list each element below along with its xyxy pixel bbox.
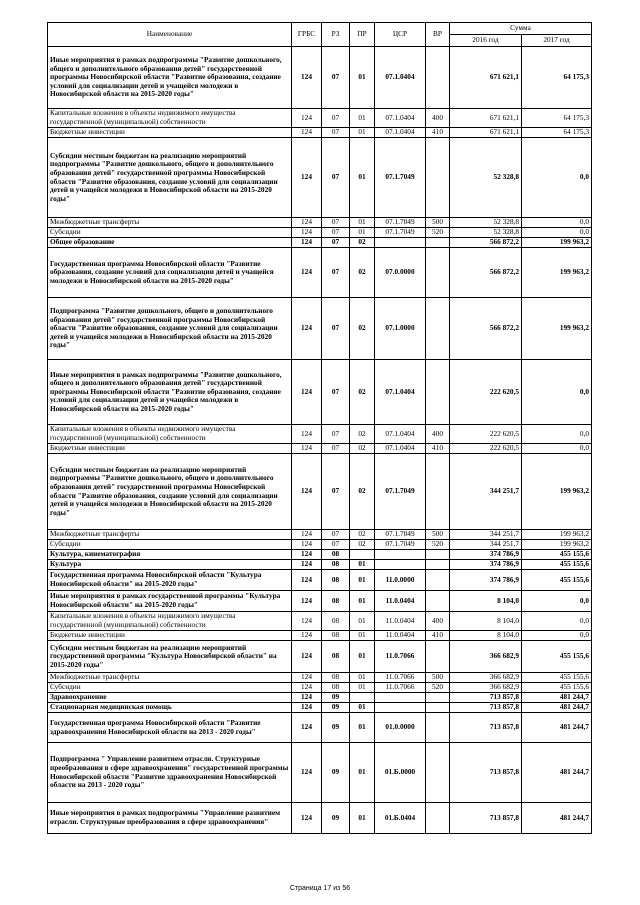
row-rz: 07: [322, 228, 350, 238]
row-csr: [375, 560, 426, 570]
row-csr: 07.1.0404: [375, 425, 426, 444]
row-rz: 08: [322, 550, 350, 560]
row-grbs: 124: [292, 218, 322, 228]
row-rz: 07: [322, 248, 350, 298]
row-sum-2017: 455 155,6: [522, 550, 592, 560]
row-csr: 07.1.7049: [375, 530, 426, 540]
row-csr: 11.0.0000: [375, 570, 426, 591]
row-sum-2017: 0,0: [522, 218, 592, 228]
row-sum-2017: 0,0: [522, 631, 592, 641]
row-rz: 07: [322, 218, 350, 228]
row-rz: 07: [322, 454, 350, 530]
table-row: [48, 248, 592, 298]
row-sum-2017: 481 244,7: [522, 693, 592, 703]
row-pr: 01: [350, 612, 375, 631]
row-grbs: 124: [292, 641, 322, 673]
row-sum-2016: 8 104,0: [450, 631, 522, 641]
row-name: Бюджетные инвестиции: [48, 444, 292, 454]
row-vr: [426, 693, 450, 703]
row-csr: 11.0.0404: [375, 631, 426, 641]
row-csr: 07.1.0000: [375, 298, 426, 360]
row-sum-2016: 344 251,7: [450, 454, 522, 530]
table-row: [48, 703, 592, 713]
row-sum-2017: 199 963,2: [522, 248, 592, 298]
table-row: [48, 530, 592, 540]
row-grbs: 124: [292, 128, 322, 138]
row-grbs: 124: [292, 248, 322, 298]
row-name: Субсидии местным бюджетам на реализацию мероприятий подпрограммы "Развитие дошкольного, общего и дополнительного образования детей" государственной программы Новосибирской области "Развитие образования, создание условий для социализации детей и учащейся молодежи в Новосибирской области на 2015-2020 годы": [48, 138, 292, 218]
row-pr: 01: [350, 743, 375, 803]
row-vr: 520: [426, 540, 450, 550]
table-row: [48, 128, 592, 138]
table-row: [48, 743, 592, 803]
row-grbs: 124: [292, 560, 322, 570]
budget-table-sheet: [47, 22, 591, 834]
row-name: Субсидии местным бюджетам на реализацию мероприятий государственной программы "Культура Новосибирской области" на 2015-2020 годы": [48, 641, 292, 673]
row-sum-2016: 713 857,8: [450, 703, 522, 713]
row-grbs: 124: [292, 138, 322, 218]
row-pr: 01: [350, 47, 375, 109]
row-csr: [375, 238, 426, 248]
table-header: [48, 23, 592, 47]
row-csr: [375, 703, 426, 713]
row-pr: 01: [350, 218, 375, 228]
row-pr: 01: [350, 631, 375, 641]
row-vr: [426, 47, 450, 109]
table-row: [48, 218, 592, 228]
row-sum-2016: 8 104,0: [450, 612, 522, 631]
row-sum-2017: 0,0: [522, 138, 592, 218]
row-name: Субсидии: [48, 683, 292, 693]
table-row: [48, 570, 592, 591]
row-rz: 07: [322, 138, 350, 218]
row-name: Здравоохранение: [48, 693, 292, 703]
row-rz: 08: [322, 631, 350, 641]
table-row: [48, 713, 592, 743]
row-sum-2017: 455 155,6: [522, 560, 592, 570]
row-grbs: 124: [292, 109, 322, 128]
table-row: [48, 693, 592, 703]
row-pr: 02: [350, 444, 375, 454]
row-grbs: 124: [292, 298, 322, 360]
table-row: [48, 138, 592, 218]
row-csr: 07.1.7049: [375, 454, 426, 530]
row-rz: 09: [322, 713, 350, 743]
row-pr: 02: [350, 425, 375, 444]
row-sum-2016: 713 857,8: [450, 743, 522, 803]
row-sum-2017: 199 963,2: [522, 454, 592, 530]
row-pr: 02: [350, 360, 375, 425]
row-pr: 01: [350, 591, 375, 612]
row-rz: 09: [322, 803, 350, 834]
row-vr: [426, 360, 450, 425]
col-header-vr: ВР: [426, 23, 450, 47]
row-csr: 01.0.0000: [375, 713, 426, 743]
row-sum-2017: 199 963,2: [522, 530, 592, 540]
row-sum-2016: 222 620,5: [450, 444, 522, 454]
row-pr: 01: [350, 228, 375, 238]
row-sum-2016: 8 104,0: [450, 591, 522, 612]
row-pr: [350, 550, 375, 560]
row-rz: 08: [322, 641, 350, 673]
row-pr: [350, 693, 375, 703]
row-name: Капитальные вложения в объекты недвижимого имущества государственной (муниципальной) собственности: [48, 425, 292, 444]
row-vr: 500: [426, 530, 450, 540]
row-vr: 400: [426, 425, 450, 444]
row-csr: 07.1.0404: [375, 444, 426, 454]
table-row: [48, 673, 592, 683]
col-header-csr: ЦСР: [375, 23, 426, 47]
row-sum-2016: 222 620,5: [450, 425, 522, 444]
col-header-grbs: ГРБС: [292, 23, 322, 47]
row-rz: 07: [322, 128, 350, 138]
row-sum-2017: 199 963,2: [522, 238, 592, 248]
row-grbs: 124: [292, 673, 322, 683]
row-sum-2017: 64 175,3: [522, 128, 592, 138]
row-name: Культура: [48, 560, 292, 570]
row-csr: 07.1.7049: [375, 218, 426, 228]
row-pr: 01: [350, 803, 375, 834]
table-row: [48, 550, 592, 560]
row-grbs: 124: [292, 550, 322, 560]
row-sum-2017: 0,0: [522, 228, 592, 238]
row-sum-2016: 566 872,2: [450, 248, 522, 298]
row-vr: 520: [426, 683, 450, 693]
row-pr: 01: [350, 703, 375, 713]
row-grbs: 124: [292, 425, 322, 444]
table-row: [48, 631, 592, 641]
row-rz: 08: [322, 612, 350, 631]
row-grbs: 124: [292, 540, 322, 550]
row-sum-2017: 0,0: [522, 444, 592, 454]
row-vr: [426, 298, 450, 360]
row-pr: 02: [350, 530, 375, 540]
table-row: [48, 228, 592, 238]
row-vr: [426, 550, 450, 560]
row-name: Государственная программа Новосибирской области "Развитие здравоохранения Новосибирской области на 2013 - 2020 годы": [48, 713, 292, 743]
row-sum-2017: 0,0: [522, 612, 592, 631]
row-rz: 07: [322, 530, 350, 540]
row-sum-2016: 374 786,9: [450, 570, 522, 591]
row-sum-2016: 671 621,1: [450, 109, 522, 128]
table-row: [48, 803, 592, 834]
row-rz: 09: [322, 743, 350, 803]
row-csr: 11.0.7066: [375, 683, 426, 693]
row-name: Субсидии: [48, 540, 292, 550]
row-pr: 02: [350, 540, 375, 550]
row-rz: 07: [322, 444, 350, 454]
table-row: [48, 612, 592, 631]
table-row: [48, 591, 592, 612]
row-grbs: 124: [292, 591, 322, 612]
row-name: Государственная программа Новосибирской области "Развитие образования, создание условий для социализации детей и учащейся молодежи в Новосибирской области на 2015-2020 годы": [48, 248, 292, 298]
row-grbs: 124: [292, 631, 322, 641]
table-row: [48, 560, 592, 570]
row-csr: 07.1.0404: [375, 109, 426, 128]
table-row: [48, 683, 592, 693]
row-name: Капитальные вложения в объекты недвижимого имущества государственной (муниципальной) собственности: [48, 109, 292, 128]
row-grbs: 124: [292, 683, 322, 693]
page-footer: Страница 17 из 56: [289, 885, 351, 892]
row-vr: [426, 641, 450, 673]
row-rz: 08: [322, 591, 350, 612]
row-vr: [426, 138, 450, 218]
row-sum-2017: 481 244,7: [522, 803, 592, 834]
row-name: Межбюджетные трансферты: [48, 218, 292, 228]
row-grbs: 124: [292, 530, 322, 540]
row-pr: 02: [350, 454, 375, 530]
row-sum-2016: 566 872,2: [450, 298, 522, 360]
row-csr: 07.1.7049: [375, 540, 426, 550]
row-name: Бюджетные инвестиции: [48, 128, 292, 138]
row-csr: 07.1.7049: [375, 138, 426, 218]
row-name: Подпрограмма "Развитие дошкольного, общего и дополнительного образования детей" государственной программы Новосибирской области "Развитие образования, создание условий для социализации детей и учащейся молодежи в Новосибирской области на 2015-2020 годы": [48, 298, 292, 360]
row-sum-2016: 374 786,9: [450, 550, 522, 560]
row-sum-2016: 366 682,9: [450, 641, 522, 673]
row-vr: 520: [426, 228, 450, 238]
table-row: [48, 47, 592, 109]
row-rz: 08: [322, 570, 350, 591]
row-grbs: 124: [292, 444, 322, 454]
row-vr: [426, 803, 450, 834]
row-grbs: 124: [292, 570, 322, 591]
row-grbs: 124: [292, 360, 322, 425]
row-grbs: 124: [292, 47, 322, 109]
row-grbs: 124: [292, 803, 322, 834]
row-grbs: 124: [292, 743, 322, 803]
row-rz: 07: [322, 360, 350, 425]
row-rz: 08: [322, 560, 350, 570]
row-name: Межбюджетные трансферты: [48, 673, 292, 683]
row-name: Общее образование: [48, 238, 292, 248]
row-name: Бюджетные инвестиции: [48, 631, 292, 641]
row-pr: 01: [350, 109, 375, 128]
table-row: [48, 298, 592, 360]
row-sum-2016: 366 682,9: [450, 673, 522, 683]
row-sum-2016: 344 251,7: [450, 540, 522, 550]
row-sum-2017: 0,0: [522, 591, 592, 612]
row-vr: 500: [426, 218, 450, 228]
row-pr: 01: [350, 641, 375, 673]
row-name: Культура, кинематография: [48, 550, 292, 560]
row-sum-2017: 0,0: [522, 360, 592, 425]
row-name: Государственная программа Новосибирской области "Культура Новосибирской области" на 2015-2020 годы": [48, 570, 292, 591]
row-pr: 01: [350, 138, 375, 218]
row-rz: 08: [322, 683, 350, 693]
row-vr: 500: [426, 673, 450, 683]
row-vr: [426, 560, 450, 570]
row-csr: 11.0.7066: [375, 673, 426, 683]
col-header-rz: РЗ: [322, 23, 350, 47]
row-grbs: 124: [292, 612, 322, 631]
row-csr: 07.0.0000: [375, 248, 426, 298]
row-vr: 400: [426, 612, 450, 631]
row-name: Иные мероприятия в рамках подпрограммы "Развитие дошкольного, общего и дополнительного образования детей" государственной программы Новосибирской области "Развитие образования, создание условий для социализации детей и учащейся молодежи в Новосибирской области на 2015-2020 годы": [48, 360, 292, 425]
row-sum-2017: 455 155,6: [522, 683, 592, 693]
row-rz: 07: [322, 298, 350, 360]
row-sum-2016: 366 682,9: [450, 683, 522, 693]
row-sum-2016: 566 872,2: [450, 238, 522, 248]
row-sum-2017: 199 963,2: [522, 540, 592, 550]
row-sum-2016: 52 328,8: [450, 228, 522, 238]
row-csr: 11.0.0404: [375, 591, 426, 612]
row-pr: 01: [350, 570, 375, 591]
table-row: [48, 641, 592, 673]
row-pr: 02: [350, 238, 375, 248]
row-rz: 08: [322, 673, 350, 683]
row-vr: [426, 591, 450, 612]
row-vr: [426, 248, 450, 298]
row-csr: [375, 550, 426, 560]
row-vr: 400: [426, 109, 450, 128]
row-csr: 01.Б.0404: [375, 803, 426, 834]
row-grbs: 124: [292, 703, 322, 713]
row-rz: 09: [322, 693, 350, 703]
table-row: [48, 425, 592, 444]
row-rz: 07: [322, 540, 350, 550]
row-name: Субсидии: [48, 228, 292, 238]
row-rz: 07: [322, 425, 350, 444]
row-csr: 01.Б.0000: [375, 743, 426, 803]
row-vr: [426, 570, 450, 591]
row-csr: 11.0.7066: [375, 641, 426, 673]
row-vr: [426, 703, 450, 713]
table-row: [48, 540, 592, 550]
col-header-name: Наименование: [48, 23, 292, 47]
row-csr: 07.1.0404: [375, 360, 426, 425]
row-sum-2017: 0,0: [522, 425, 592, 444]
row-csr: 11.0.0404: [375, 612, 426, 631]
row-rz: 09: [322, 703, 350, 713]
row-grbs: 124: [292, 693, 322, 703]
row-rz: 07: [322, 47, 350, 109]
col-header-2017: 2017 год: [522, 35, 592, 47]
row-rz: 07: [322, 109, 350, 128]
row-vr: [426, 454, 450, 530]
row-vr: 410: [426, 128, 450, 138]
row-name: Стационарная медицинская помощь: [48, 703, 292, 713]
row-vr: [426, 743, 450, 803]
row-sum-2016: 713 857,8: [450, 803, 522, 834]
row-sum-2017: 481 244,7: [522, 743, 592, 803]
row-vr: [426, 713, 450, 743]
row-name: Межбюджетные трансферты: [48, 530, 292, 540]
row-pr: 01: [350, 673, 375, 683]
row-vr: 410: [426, 444, 450, 454]
table-row: [48, 444, 592, 454]
row-csr: 07.1.0404: [375, 128, 426, 138]
row-grbs: 124: [292, 238, 322, 248]
table-row: [48, 454, 592, 530]
row-sum-2017: 455 155,6: [522, 570, 592, 591]
row-pr: 01: [350, 713, 375, 743]
row-grbs: 124: [292, 228, 322, 238]
row-csr: [375, 693, 426, 703]
row-csr: 07.1.0404: [375, 47, 426, 109]
row-rz: 07: [322, 238, 350, 248]
row-name: Подпрограмма " Управление развитием отрасли. Структурные преобразования в сфере здравоохранения" государственной программы Новосибирской области "Развитие здравоохранения Новосибирской области на 2013 - 2020 годы": [48, 743, 292, 803]
row-sum-2016: 374 786,9: [450, 560, 522, 570]
row-vr: 410: [426, 631, 450, 641]
row-sum-2017: 455 155,6: [522, 641, 592, 673]
col-header-pr: ПР: [350, 23, 375, 47]
row-name: Иные мероприятия в рамках подпрограммы "Управление развитием отрасли. Структурные преобразования в сфере здравоохранения": [48, 803, 292, 834]
row-grbs: 124: [292, 454, 322, 530]
row-grbs: 124: [292, 713, 322, 743]
row-sum-2017: 64 175,3: [522, 109, 592, 128]
row-sum-2017: 199 963,2: [522, 298, 592, 360]
budget-table: [47, 22, 592, 834]
row-csr: 07.1.7049: [375, 228, 426, 238]
row-name: Иные мероприятия в рамках государственной программы "Культура Новосибирской области" на 2015-2020 годы": [48, 591, 292, 612]
table-row: [48, 360, 592, 425]
row-pr: 02: [350, 248, 375, 298]
row-sum-2016: 52 328,8: [450, 138, 522, 218]
row-pr: 01: [350, 128, 375, 138]
row-vr: [426, 238, 450, 248]
row-sum-2016: 344 251,7: [450, 530, 522, 540]
row-sum-2016: 671 621,1: [450, 128, 522, 138]
row-sum-2016: 713 857,8: [450, 693, 522, 703]
row-sum-2016: 52 328,8: [450, 218, 522, 228]
col-header-2016: 2016 год: [450, 35, 522, 47]
row-name: Капитальные вложения в объекты недвижимого имущества государственной (муниципальной) собственности: [48, 612, 292, 631]
row-sum-2016: 222 620,5: [450, 360, 522, 425]
table-row: [48, 238, 592, 248]
row-name: Субсидии местным бюджетам на реализацию мероприятий подпрограммы "Развитие дошкольного, общего и дополнительного образования детей" государственной программы Новосибирской области "Развитие образования, создание условий для социализации детей и учащейся молодежи в Новосибирской области на 2015-2020 годы": [48, 454, 292, 530]
col-header-sum: Сумма: [450, 23, 592, 35]
row-sum-2016: 713 857,8: [450, 713, 522, 743]
row-sum-2017: 455 155,6: [522, 673, 592, 683]
row-name: Иные мероприятия в рамках подпрограммы "Развитие дошкольного, общего и дополнительного образования детей" государственной программы Новосибирской области "Развитие образования, создание условий для социализации детей и учащейся молодежи в Новосибирской области на 2015-2020 годы": [48, 47, 292, 109]
table-body: [48, 47, 592, 834]
row-pr: 01: [350, 683, 375, 693]
row-pr: 02: [350, 298, 375, 360]
row-sum-2017: 64 175,3: [522, 47, 592, 109]
table-row: [48, 109, 592, 128]
row-sum-2016: 671 621,1: [450, 47, 522, 109]
row-sum-2017: 481 244,7: [522, 713, 592, 743]
row-pr: 01: [350, 560, 375, 570]
row-sum-2017: 481 244,7: [522, 703, 592, 713]
